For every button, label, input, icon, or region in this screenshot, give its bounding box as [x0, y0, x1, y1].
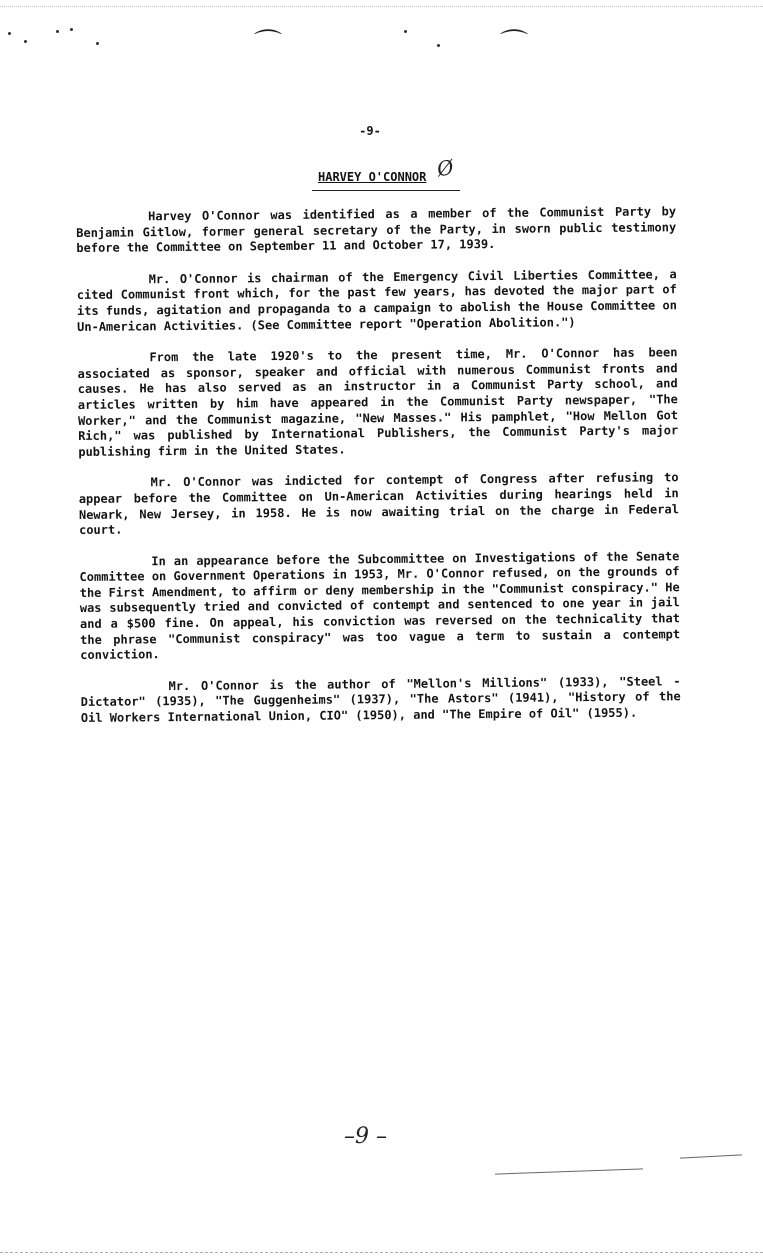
pencil-stroke: [495, 1168, 643, 1174]
binder-punch-mark: ⌒: [254, 27, 283, 60]
document-heading: HARVEY O'CONNOR: [318, 170, 427, 184]
paragraph: Mr. O'Connor is the author of "Mellon's Millions" (1933), "Steel - Dictator" (1935), "The Guggenheims" (1937), "The Astors" (1941), "History of the Oil Workers International Union, CIO" (1950), and "The Empire of Oil" (1955).: [80, 674, 681, 726]
binder-punch-mark: ⌒: [500, 27, 529, 60]
heading-rule: [312, 190, 460, 191]
paragraph: From the late 1920's to the present time, Mr. O'Connor has been associated as sponsor, speaker and official with numerous Communist fronts and causes. He has also served as an instructor in a Communist Party school, and articles written by him have appeared in the Communist Party newspaper, "The Worker," and the Communist magazine, "New Masses." His pamphlet, "How Mellon Got Rich," was published by International Publishers, the Communist Party's major publishing firm in the United States.: [77, 345, 679, 459]
scan-speck: [96, 42, 99, 45]
pencil-stroke: [680, 1154, 742, 1158]
paragraph: Harvey O'Connor was identified as a member of the Communist Party by Benjamin Gitlow, former general secretary of the Party, in sworn public testimony before the Committee on September 11 and October 17, 1939.: [76, 204, 677, 256]
handwritten-mark: Ø: [435, 154, 456, 182]
top-edge-dots: [0, 0, 763, 7]
scan-speck: [8, 32, 11, 35]
scan-speck: [56, 30, 59, 33]
page-number-top: -9-: [359, 124, 381, 138]
document-body: [76, 204, 681, 742]
paragraph: Mr. O'Connor is chairman of the Emergency Civil Liberties Committee, a cited Communist front which, for the past few years, has devoted the major part of its funds, agitation and propaganda to a campaign to abolish the House Committee on Un-American Activities. (See Committee report "Operation Abolition."): [76, 267, 678, 334]
scan-speck: [24, 40, 27, 43]
bottom-edge-dots: [0, 1252, 763, 1254]
handwritten-page-number: –9 –: [344, 1124, 387, 1149]
scan-speck: [437, 44, 440, 47]
paragraph: In an appearance before the Subcommittee on Investigations of the Senate Committee on Government Operations in 1953, Mr. O'Connor refused, on the grounds of the First Amendment, to affirm or deny membership in the "Communist conspiracy." He was subsequently tried and convicted of contempt and sentenced to one year in jail and a $500 fine. On appeal, his conviction was reversed on the technicality that the phrase "Communist conspiracy" was too vague a term to sustain a contempt conviction.: [79, 548, 681, 663]
scan-speck: [404, 30, 407, 33]
handwritten-page-number-value: 9: [355, 1124, 369, 1149]
scan-speck: [70, 28, 73, 31]
paragraph: Mr. O'Connor was indicted for contempt of Congress after refusing to appear before the Committee on Un-American Activities during hearings held in Newark, New Jersey, in 1958. He is now awaiting trial on the charge in Federal court.: [78, 470, 679, 538]
